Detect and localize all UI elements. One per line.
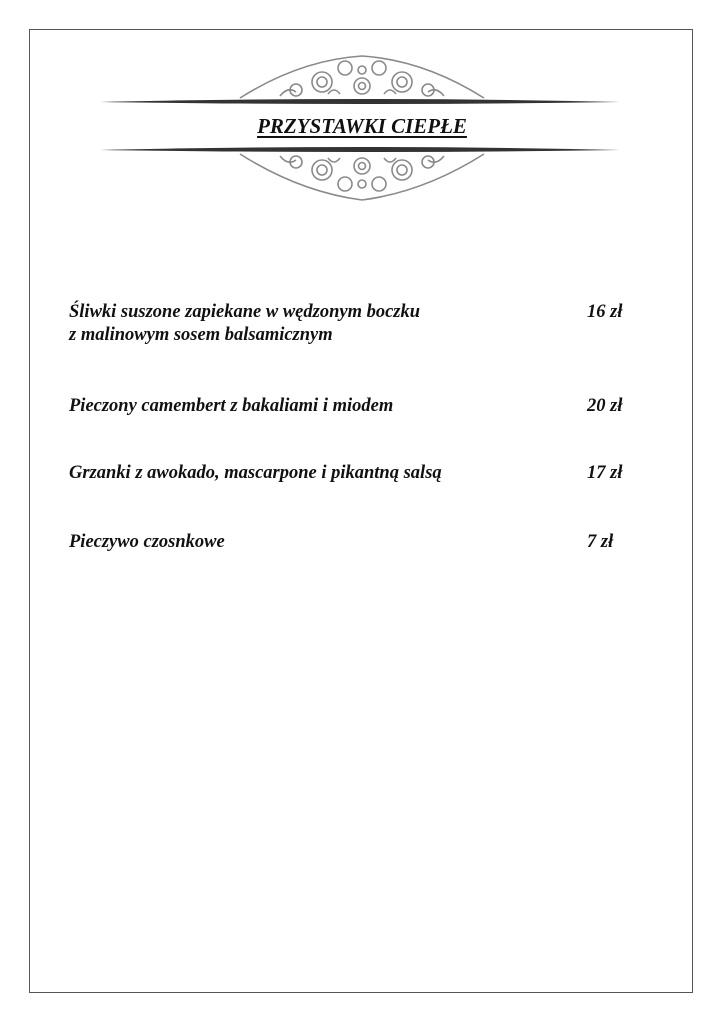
menu-item-price: 7 zł <box>587 532 614 552</box>
menu-item-name: Pieczony camembert z bakaliami i miodem <box>69 396 394 416</box>
menu-item-price: 16 zł <box>587 302 623 322</box>
menu-item <box>69 531 659 554</box>
menu-item-name: Grzanki z awokado, mascarpone i pikantną salsą <box>69 463 442 483</box>
menu-item <box>69 462 659 485</box>
top-scroll-ornament <box>240 56 484 98</box>
menu-item-name: Pieczywo czosnkowe <box>69 532 225 552</box>
bottom-rule <box>100 147 620 152</box>
menu-item <box>69 395 659 418</box>
menu-item <box>69 301 659 347</box>
menu-item-name-line2: z malinowym sosem balsamicznym <box>69 325 333 345</box>
page-title: PRZYSTAWKI CIEPŁE <box>257 114 467 138</box>
menu-item-price: 20 zł <box>587 396 623 416</box>
menu-item-name: Śliwki suszone zapiekane w wędzonym boczku <box>69 302 421 322</box>
menu-item-price: 17 zł <box>587 463 623 483</box>
top-rule <box>100 99 620 104</box>
bottom-scroll-ornament <box>240 154 484 200</box>
